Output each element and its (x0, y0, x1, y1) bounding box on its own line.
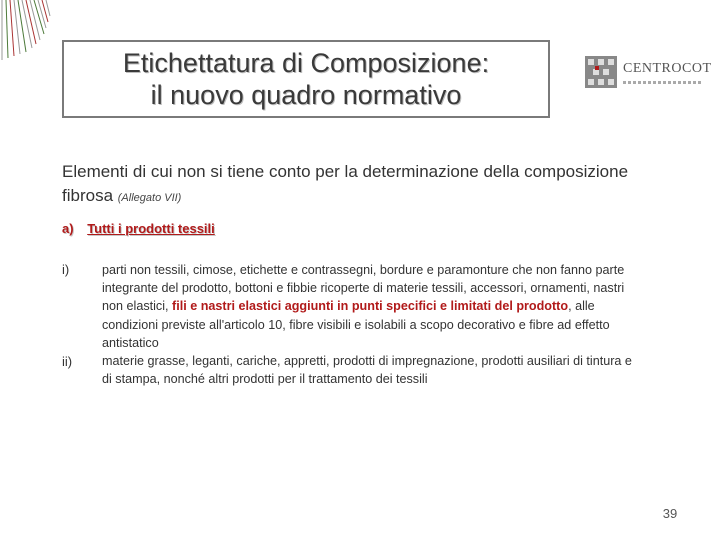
intro-text (62, 160, 642, 210)
list-item-ii (102, 352, 632, 388)
item-number-ii: ii) (62, 354, 73, 369)
item-number-i: i) (62, 262, 70, 277)
section-a-heading (62, 221, 215, 236)
section-a-label: a) (62, 221, 74, 236)
intro-annex-ref: (Allegato VII) (117, 192, 182, 204)
item-i-text-after: , alle condizioni previste all'articolo 10, fibre visibili e isolabili a scopo decorativo e fibre ad effetto antistatico (102, 299, 610, 350)
section-a-text: Tutti i prodotti tessili (87, 221, 215, 236)
page-number: 39 (662, 506, 678, 521)
slide-title-line-1: Etichettatura di Composizione: (122, 48, 490, 78)
corner-decoration (0, 0, 60, 540)
logo-tagline-line (623, 81, 703, 84)
intro-main: Elementi di cui non si tiene conto per la determinazione della composizione fibrosa (62, 162, 629, 205)
item-i-highlight: fili e nastri elastici aggiunti in punti specifici e limitati del prodotto (172, 299, 569, 314)
list-item-i (102, 261, 632, 352)
title-box (62, 40, 550, 118)
item-i-text-before: parti non tessili, cimose, etichette e contrassegni, bordure e paramonture che non fanno parte integrante del prodotto, bottoni e fibbie ricoperte di materie tessili, accessori, ornamenti, nastri non elastici, (102, 263, 625, 314)
logo (583, 52, 715, 92)
item-ii-text: materie grasse, leganti, cariche, appretti, prodotti di impregnazione, prodotti ausiliari di tintura e di stampa, nonché altri prodotti per il trattamento dei tessili (102, 354, 632, 387)
items-body (102, 261, 632, 388)
slide-title-line-2: il nuovo quadro normativo (150, 80, 462, 110)
logo-icon (583, 54, 619, 90)
logo-text: CENTROCOT (623, 60, 712, 76)
